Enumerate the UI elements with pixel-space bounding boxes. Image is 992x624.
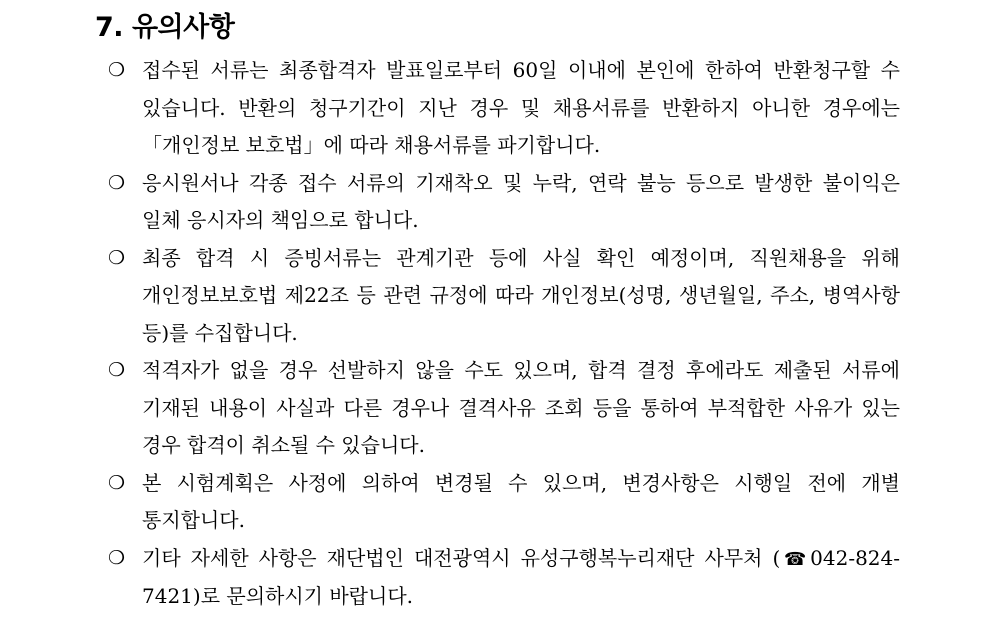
notice-text: 본 시험계획은 사정에 의하여 변경될 수 있으며, 변경사항은 시행일 전에 개별 통지합니다. — [142, 470, 900, 532]
phone-number: 042-824-7421 — [142, 545, 901, 608]
circle-bullet-icon: ❍ — [108, 359, 126, 381]
notice-item-contact — [108, 540, 900, 616]
circle-bullet-icon: ❍ — [108, 471, 126, 494]
notice-item-applicant-responsibility — [108, 165, 900, 240]
notice-text: 응시원서나 각종 접수 서류의 기재착오 및 누락, 연락 불능 등으로 발생한 불이익은 일체 응시자의 책임으로 합니다. — [142, 170, 900, 232]
circle-bullet-icon: ❍ — [108, 59, 126, 81]
notice-text: 적격자가 없을 경우 선발하지 않을 수도 있으며, 합격 결정 후에라도 제출된 서류에 기재된 내용이 사실과 다른 경우나 결격사유 조회 등을 통하여 부적합한 사유가 있는 경우 합격이 취소될 수 있습니다. — [142, 358, 900, 457]
circle-bullet-icon: ❍ — [108, 246, 126, 269]
notice-item-cancellation — [108, 352, 900, 465]
section-title: 7. 유의사항 — [95, 12, 235, 43]
notice-text: 기타 자세한 사항은 재단법인 대전광역시 유성구행복누리재단 사무처 — [142, 545, 763, 570]
notice-list — [108, 52, 900, 616]
notice-item-plan-change — [108, 465, 900, 540]
notice-text: 접수된 서류는 최종합격자 발표일로부터 60일 이내에 본인에 한하여 반환청구할 수 있습니다. 반환의 청구기간이 지난 경우 및 채용서류를 반환하지 아니한 경우에는「개인정보 보호법」에 따라 채용서류를 파기합니다. — [142, 58, 900, 157]
notice-text: 최종 합격 시 증빙서류는 관계기관 등에 사실 확인 예정이며, 직원채용을 위해 개인정보보호법 제22조 등 관련 규정에 따라 개인정보(성명, 생년월일, 주소, 병역사항 등)를 수집합니다. — [142, 245, 900, 345]
notice-item-retention — [108, 52, 900, 165]
telephone-icon: ☎ — [780, 548, 811, 570]
notice-text-suffix: 로 문의하시기 바랍니다. — [200, 584, 413, 608]
phone-number-group: (☎042-824-7421) — [142, 545, 901, 608]
circle-bullet-icon: ❍ — [108, 171, 126, 194]
notice-item-personal-info — [108, 240, 900, 353]
circle-bullet-icon: ❍ — [108, 546, 126, 569]
